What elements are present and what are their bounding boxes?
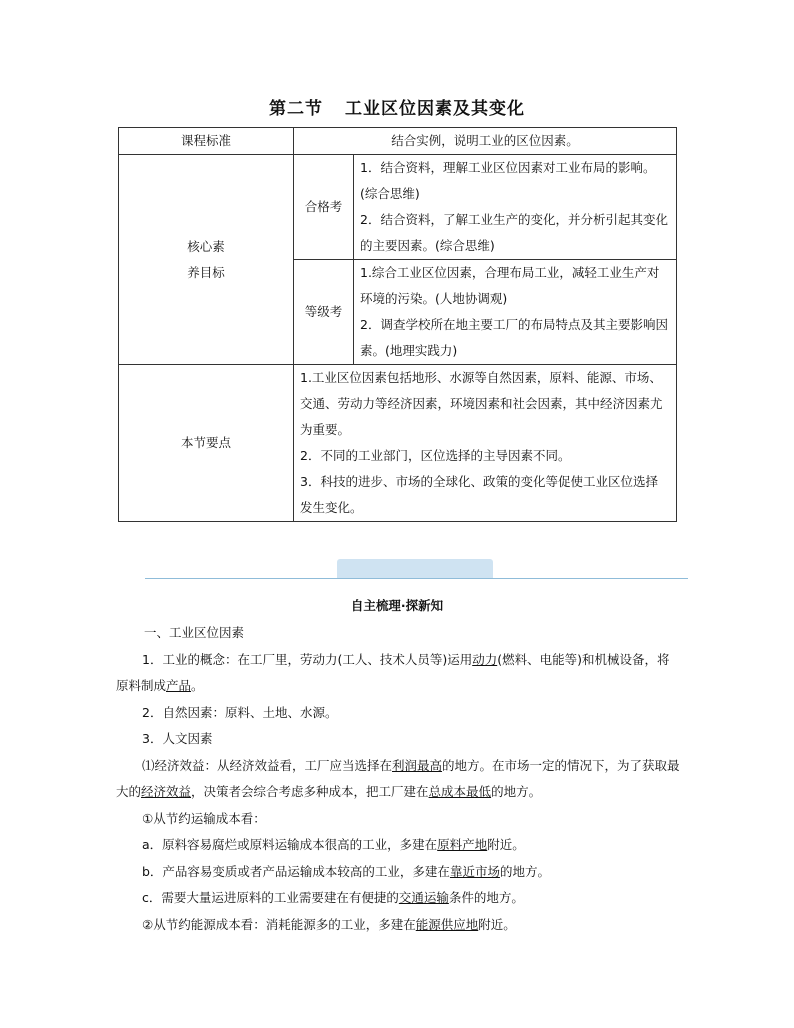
standard-content: 结合实例，说明工业的区位因素。 — [294, 128, 677, 155]
key-point: 2．不同的工业部门，区位选择的主导因素不同。 — [300, 448, 571, 463]
answer-blank: 经济效益 — [141, 784, 192, 799]
goal-item: 1．结合资料，理解工业区位因素对工业布局的影响。(综合思维) — [360, 160, 656, 201]
section-divider — [145, 578, 688, 579]
section-tab — [337, 559, 493, 579]
paragraph: ②从节约能源成本看：消耗能源多的工业，多建在能源供应地附近。 — [142, 916, 516, 932]
table-row — [119, 365, 677, 522]
paragraph: b．产品容易变质或者产品运输成本较高的工业，多建在靠近市场的地方。 — [142, 863, 550, 879]
goal-item: 2．结合资料，了解工业生产的变化，并分析引起其变化的主要因素。(综合思维) — [360, 212, 668, 253]
section-heading: 自主梳理·探新知 — [350, 598, 444, 613]
answer-blank: 靠近市场 — [449, 863, 500, 879]
key-point: 1.工业区位因素包括地形、水源等自然因素，原料、能源、市场、交通、劳动力等经济因素，环境因素和社会因素，其中经济因素尤为重要。 — [300, 370, 663, 437]
answer-blank: 产品 — [166, 678, 192, 693]
paragraph: ①从节约运输成本看： — [142, 810, 266, 826]
key-points-content — [294, 365, 677, 522]
key-point: 3．科技的进步、市场的全球化、政策的变化等促使工业区位选择发生变化。 — [300, 474, 658, 515]
goal-item: 2．调查学校所在地主要工厂的布局特点及其主要影响因素。(地理实践力) — [360, 317, 668, 358]
section-number: 第二节 — [269, 99, 323, 119]
paragraph: 3．人文因素 — [142, 731, 213, 746]
section-title: 工业区位因素及其变化 — [345, 99, 525, 119]
course-standard-table — [118, 127, 677, 522]
answer-blank: 动力 — [472, 651, 498, 667]
paragraph: 1．工业的概念：在工厂里，劳动力(工人、技术人员等)运用动力(燃料、电能等)和机械设备，将原料制成产品。 — [116, 651, 670, 693]
grade-exam-goals — [354, 260, 677, 365]
table-row — [119, 155, 677, 260]
pass-exam-label: 合格考 — [294, 155, 354, 260]
pass-exam-goals — [354, 155, 677, 260]
goal-item: 1.综合工业区位因素，合理布局工业，减轻工业生产对环境的污染。(人地协调观) — [360, 265, 660, 306]
paragraph: c．需要大量运进原料的工业需要建在有便捷的交通运输条件的地方。 — [142, 890, 524, 905]
paragraph: 2．自然因素：原料、土地、水源。 — [142, 704, 338, 720]
paragraph: ⑴经济效益：从经济效益看，工厂应当选择在利润最高的地方。在市场一定的情况下，为了获取最大的经济效益，决策者会综合考虑多种成本，把工厂建在总成本最低的地方。 — [116, 757, 680, 799]
answer-blank: 交通运输 — [398, 890, 449, 905]
paragraph: a．原料容易腐烂或原料运输成本很高的工业，多建在原料产地附近。 — [142, 837, 525, 852]
answer-blank: 利润最高 — [392, 757, 443, 773]
grade-exam-label: 等级考 — [294, 260, 354, 365]
page-title — [0, 94, 794, 119]
table-row — [119, 128, 677, 155]
answer-blank: 原料产地 — [437, 837, 488, 852]
key-points-label: 本节要点 — [119, 365, 294, 522]
answer-blank: 能源供应地 — [415, 916, 479, 932]
standard-label: 课程标准 — [119, 128, 294, 155]
body-text — [116, 620, 681, 938]
answer-blank: 总成本最低 — [428, 784, 492, 799]
heading-industrial-location: 一、工业区位因素 — [144, 625, 245, 640]
core-literacy-label: 核心素 养目标 — [119, 155, 294, 365]
